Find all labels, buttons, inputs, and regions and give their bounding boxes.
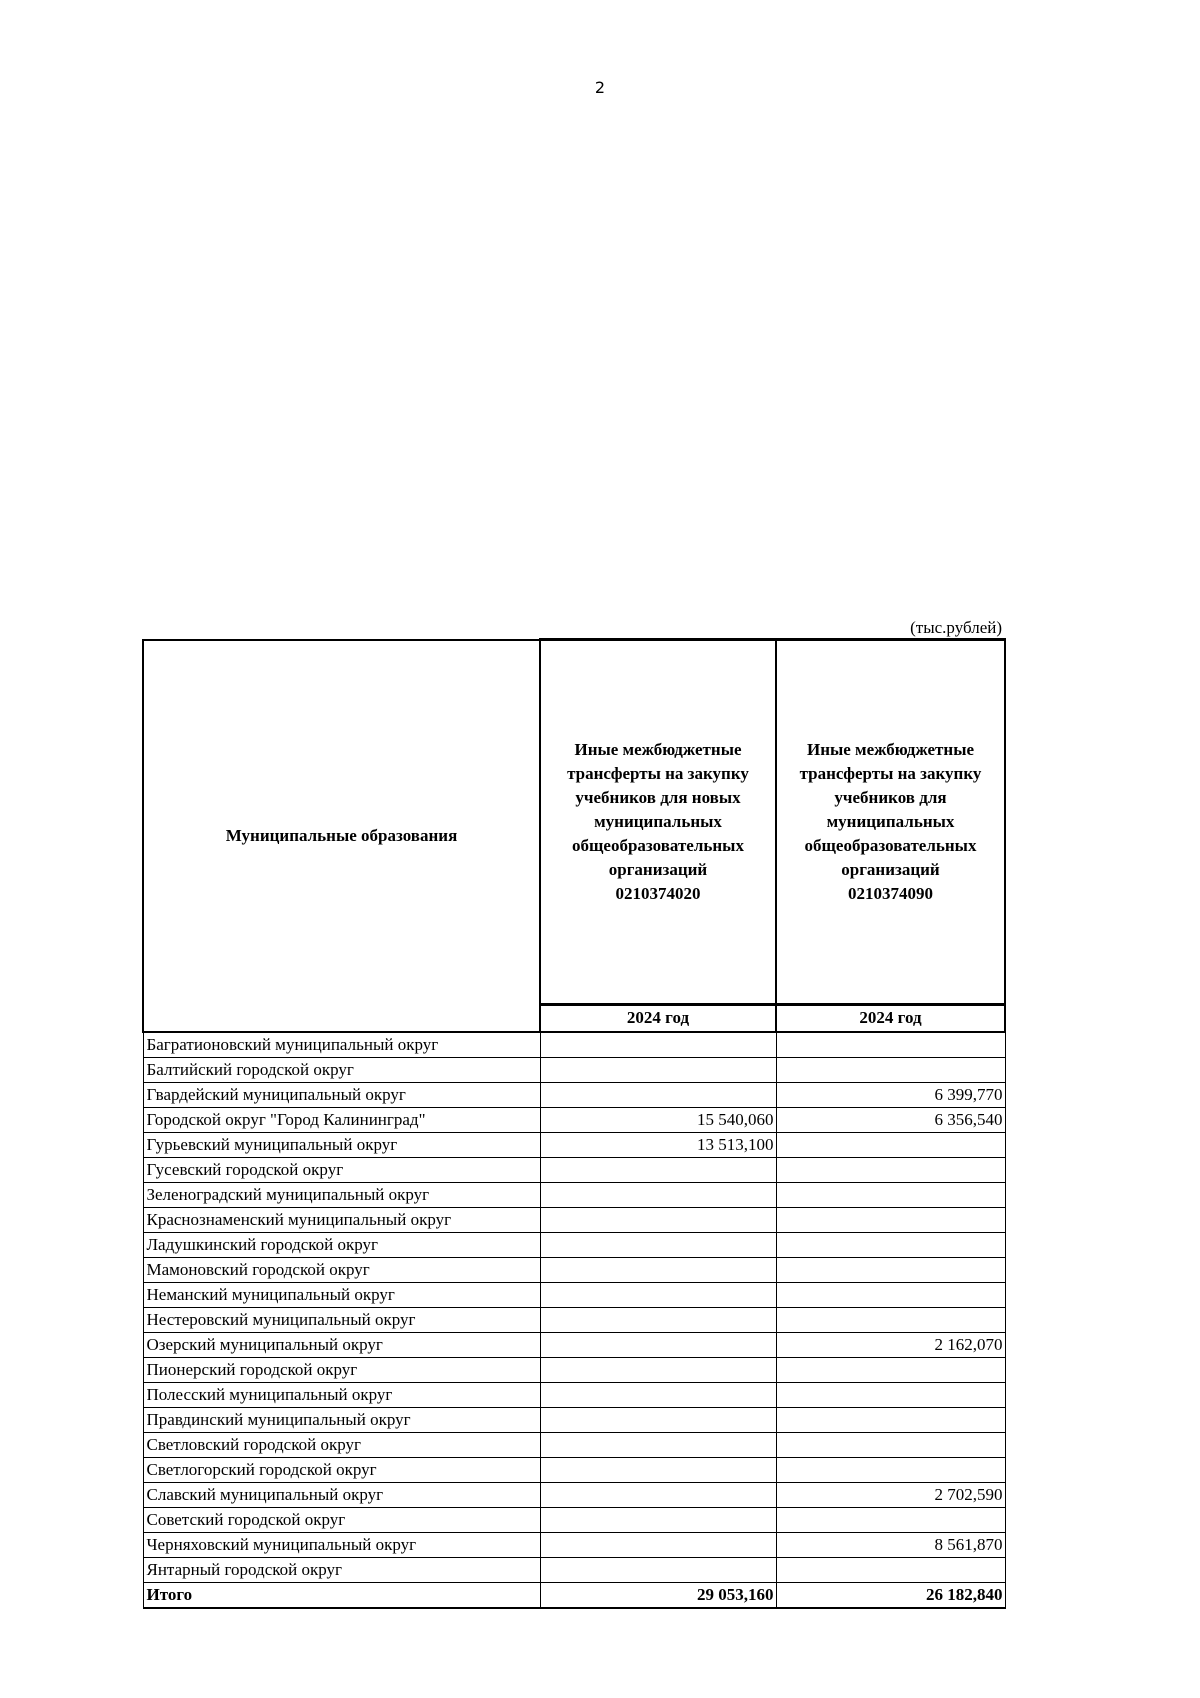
table-row [143, 1382, 1005, 1407]
municipality-name: Правдинский муниципальный округ [143, 1407, 540, 1432]
table-row [143, 1282, 1005, 1307]
value-col2: 8 561,870 [776, 1532, 1005, 1557]
municipality-name: Светловский городской округ [143, 1432, 540, 1457]
value-col1 [540, 1332, 776, 1357]
table-row [143, 1182, 1005, 1207]
header-line: 0210374090 [848, 884, 933, 904]
value-col1 [540, 1257, 776, 1282]
value-col1: 13 513,100 [540, 1132, 776, 1157]
header-col-new-organizations [540, 640, 776, 1005]
table-row [143, 1507, 1005, 1532]
municipality-name: Гвардейский муниципальный округ [143, 1082, 540, 1107]
value-col1 [540, 1232, 776, 1257]
municipality-name: Краснознаменский муниципальный округ [143, 1207, 540, 1232]
value-col2: 6 399,770 [776, 1082, 1005, 1107]
header-municipalities: Муниципальные образования [143, 640, 540, 1032]
table-row [143, 1407, 1005, 1432]
value-col2: 2 162,070 [776, 1332, 1005, 1357]
header-col-organizations [776, 640, 1005, 1005]
value-col2 [776, 1057, 1005, 1082]
value-col2 [776, 1207, 1005, 1232]
value-col1 [540, 1082, 776, 1107]
municipality-name: Городской округ "Город Калининград" [143, 1107, 540, 1132]
table-row [143, 1032, 1005, 1058]
municipality-name: Пионерский городской округ [143, 1357, 540, 1382]
value-col1 [540, 1557, 776, 1582]
header-line: Иные межбюджетные [806, 740, 975, 760]
header-line: учебников для новых [575, 788, 741, 808]
units-label: (тыс.рублей) [910, 618, 1002, 637]
municipality-name: Озерский муниципальный округ [143, 1332, 540, 1357]
header-line: муниципальных [594, 812, 722, 832]
header-line: общеобразовательных [572, 836, 744, 856]
table-row [143, 1557, 1005, 1582]
table-row [143, 1532, 1005, 1557]
header-line: трансферты на закупку [567, 764, 749, 784]
value-col1 [540, 1457, 776, 1482]
value-col2 [776, 1132, 1005, 1157]
header-col1-text [547, 738, 769, 906]
value-col2 [776, 1232, 1005, 1257]
value-col1 [540, 1032, 776, 1058]
total-label: Итого [143, 1582, 540, 1608]
table-row [143, 1082, 1005, 1107]
value-col2 [776, 1282, 1005, 1307]
value-col2 [776, 1432, 1005, 1457]
municipality-name: Советский городской округ [143, 1507, 540, 1532]
table-row [143, 1432, 1005, 1457]
table-row [143, 1457, 1005, 1482]
table-row [143, 1307, 1005, 1332]
municipality-name: Нестеровский муниципальный округ [143, 1307, 540, 1332]
municipality-name: Славский муниципальный округ [143, 1482, 540, 1507]
page-number: 2 [594, 78, 606, 97]
value-col1 [540, 1407, 776, 1432]
municipality-name: Зеленоградский муниципальный округ [143, 1182, 540, 1207]
municipality-name: Неманский муниципальный округ [143, 1282, 540, 1307]
value-col1 [540, 1207, 776, 1232]
municipality-name: Светлогорский городской округ [143, 1457, 540, 1482]
municipality-name: Янтарный городской округ [143, 1557, 540, 1582]
municipality-name: Черняховский муниципальный округ [143, 1532, 540, 1557]
value-col1 [540, 1157, 776, 1182]
value-col2 [776, 1157, 1005, 1182]
table-row [143, 1357, 1005, 1382]
value-col2 [776, 1357, 1005, 1382]
value-col1: 15 540,060 [540, 1107, 776, 1132]
header-year-col2: 2024 год [776, 1005, 1005, 1032]
value-col1 [540, 1532, 776, 1557]
value-col2 [776, 1032, 1005, 1058]
header-line: учебников для [834, 788, 947, 808]
value-col2 [776, 1257, 1005, 1282]
header-line: 0210374020 [615, 884, 701, 904]
table-row [143, 1107, 1005, 1132]
value-col2 [776, 1307, 1005, 1332]
municipality-name: Полесский муниципальный округ [143, 1382, 540, 1407]
table-row [143, 1257, 1005, 1282]
total-col1: 29 053,160 [540, 1582, 776, 1608]
value-col1 [540, 1432, 776, 1457]
value-col1 [540, 1382, 776, 1407]
municipality-name: Балтийский городской округ [143, 1057, 540, 1082]
municipality-name: Гурьевский муниципальный округ [143, 1132, 540, 1157]
header-line: организаций [608, 860, 708, 880]
value-col1 [540, 1282, 776, 1307]
value-col1 [540, 1057, 776, 1082]
value-col2: 6 356,540 [776, 1107, 1005, 1132]
header-line: организаций [841, 860, 940, 880]
value-col2 [776, 1457, 1005, 1482]
table-row [143, 1132, 1005, 1157]
value-col2 [776, 1557, 1005, 1582]
header-line: общеобразовательных [804, 836, 977, 856]
total-col2: 26 182,840 [776, 1582, 1005, 1608]
value-col2 [776, 1382, 1005, 1407]
value-col2 [776, 1507, 1005, 1532]
value-col1 [540, 1507, 776, 1532]
header-line: Иные межбюджетные [574, 740, 742, 760]
table-row [143, 1157, 1005, 1182]
value-col1 [540, 1307, 776, 1332]
value-col2: 2 702,590 [776, 1482, 1005, 1507]
table-row [143, 1332, 1005, 1357]
table-row [143, 1482, 1005, 1507]
municipality-name: Багратионовский муниципальный округ [143, 1032, 540, 1058]
table-row [143, 1207, 1005, 1232]
header-year-col1: 2024 год [540, 1005, 776, 1032]
municipality-name: Мамоновский городской округ [143, 1257, 540, 1282]
municipality-name: Ладушкинский городской округ [143, 1232, 540, 1257]
value-col1 [540, 1182, 776, 1207]
transfers-table [142, 638, 1006, 1609]
municipality-name: Гусевский городской округ [143, 1157, 540, 1182]
total-row [143, 1582, 1005, 1608]
table-body [143, 1032, 1005, 1608]
header-line: муниципальных [826, 812, 955, 832]
value-col2 [776, 1182, 1005, 1207]
header-line: трансферты на закупку [799, 764, 982, 784]
value-col1 [540, 1357, 776, 1382]
header-col2-text [783, 738, 998, 906]
table-row [143, 1057, 1005, 1082]
table-row [143, 1232, 1005, 1257]
value-col2 [776, 1407, 1005, 1432]
value-col1 [540, 1482, 776, 1507]
